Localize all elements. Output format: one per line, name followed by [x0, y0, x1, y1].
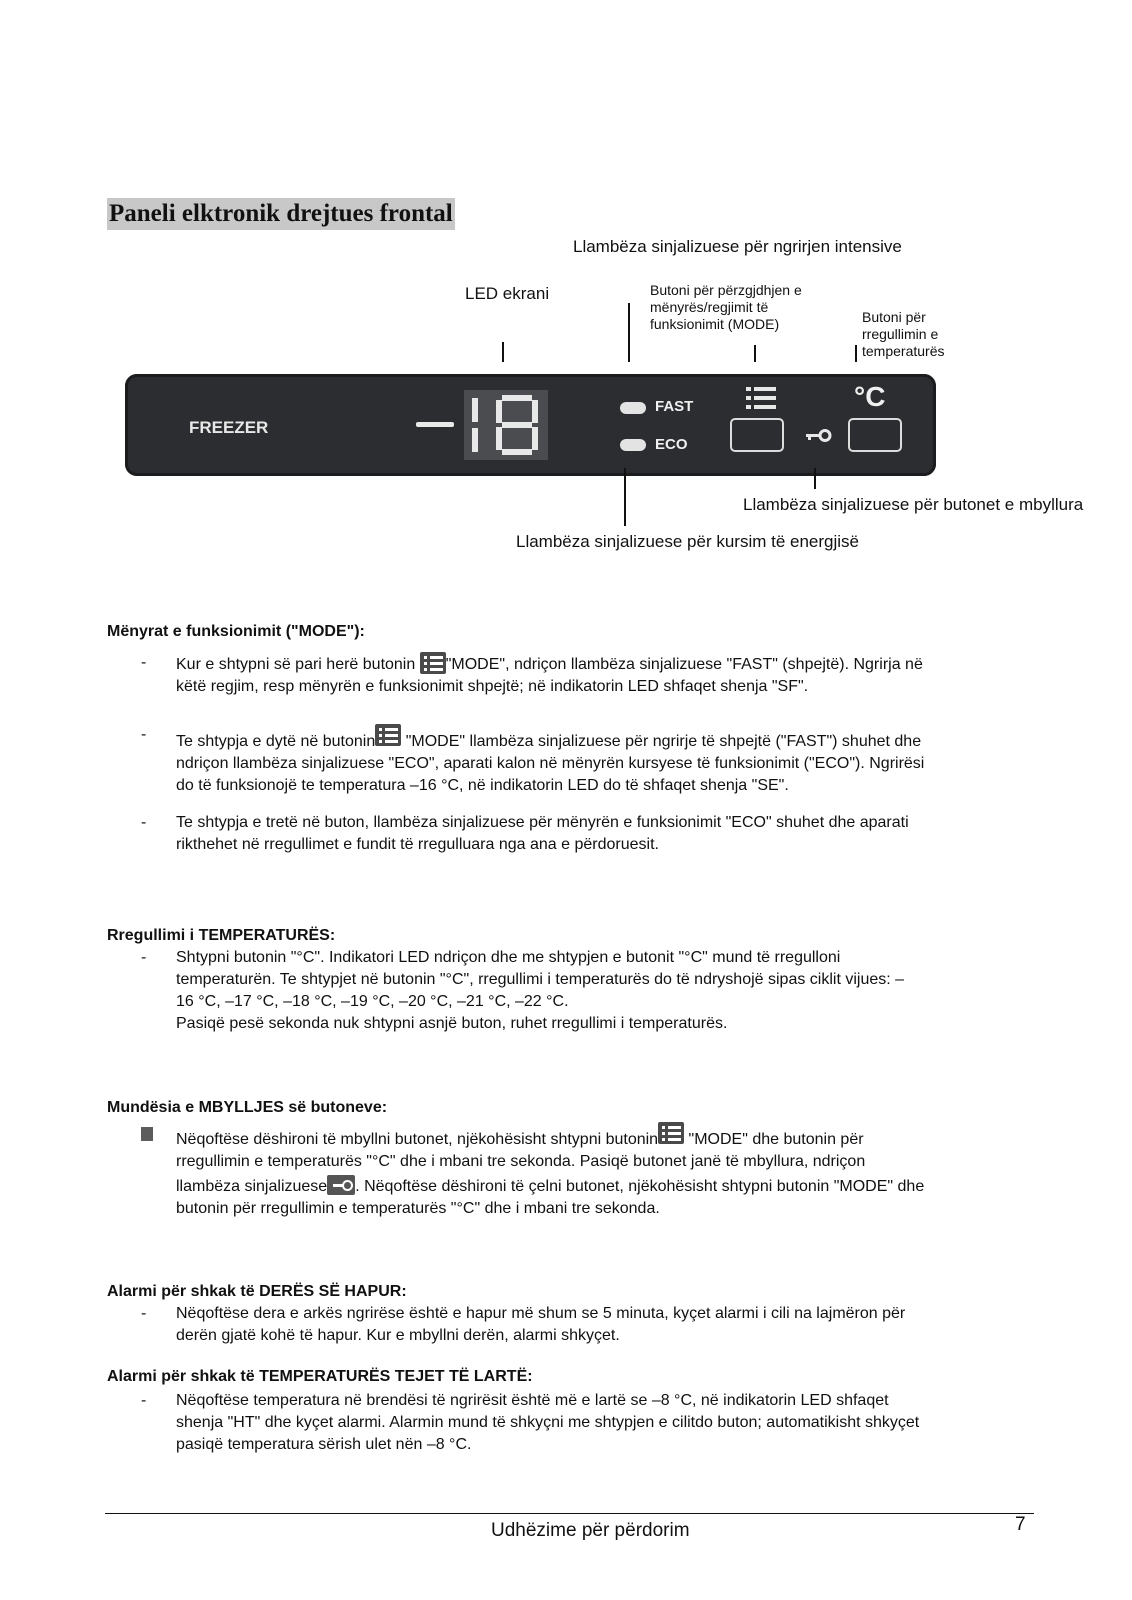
- text-line: pasiqë temperatura sërish ulet nën –8 °C.: [176, 1436, 472, 1453]
- bullet-square-icon: [141, 1127, 153, 1141]
- door-alarm-heading: Alarmi për shkak të DERËS SË HAPUR:: [107, 1283, 407, 1300]
- mode-button[interactable]: [730, 418, 784, 452]
- list-dash: -: [141, 949, 147, 966]
- temp-alarm-item: [176, 1390, 1076, 1456]
- celsius-label: °C: [854, 381, 886, 412]
- text-line: [176, 1122, 1076, 1151]
- key-lock-icon: [327, 1175, 355, 1195]
- callout-temp-button: [862, 309, 944, 360]
- key-lock-icon: [805, 428, 833, 444]
- text-line: Pasiqë pesë sekonda nuk shtypni asnjë buton, ruhet rregullimi i temperaturës.: [176, 1015, 728, 1032]
- text-line: ndriçon llambëza sinjalizuese "ECO", aparati kalon në mënyrën kursyese të funksionimit ("ECO"). Ngrirësi: [176, 755, 925, 772]
- text-line: Nëqoftëse temperatura në brendësi të ngrirësit është më e lartë se –8 °C, në indikatorin LED shfaqet: [176, 1392, 889, 1409]
- led-digits-icon: [464, 390, 548, 460]
- leader-line: [624, 468, 626, 526]
- list-dash: -: [141, 814, 147, 831]
- callout-lock-lamp: Llambëza sinjalizuese për butonet e mbyllura: [743, 495, 1084, 514]
- text-line: butonin për rregullimin e temperaturës "°C" dhe i mbani tre sekonda.: [176, 1200, 660, 1217]
- leader-line: [628, 303, 630, 362]
- list-dash: -: [141, 1392, 147, 1409]
- callout-temp-line: rregullimin e: [862, 326, 939, 342]
- text-line: Nëqoftëse dera e arkës ngrirëse është e hapur më shum se 5 minuta, kyçet alarmi i cili na lajmëron për: [176, 1305, 906, 1322]
- list-dash: -: [141, 654, 147, 671]
- text-span: "MODE" dhe butonin për: [688, 1131, 864, 1148]
- fast-label: FAST: [655, 398, 694, 415]
- list-dash: -: [141, 726, 147, 743]
- lock-item: [176, 1122, 1076, 1220]
- text-line: Te shtypja e tretë në buton, llambëza sinjalizuese për mënyrën e funksionimit "ECO" shuhet dhe aparati: [176, 814, 909, 831]
- door-alarm-item: [176, 1303, 1076, 1347]
- text-span: "MODE", ndriçon llambëza sinjalizuese "FAST" (shpejtë). Ngrirja në: [445, 656, 923, 673]
- text-line: rregullimin e temperaturës "°C" dhe i mbani tre sekonda. Pasiqë butonet janë të mbyllura, ndriçon: [176, 1153, 866, 1170]
- list-dash: -: [141, 1305, 147, 1322]
- temperature-item: [176, 947, 1076, 1035]
- footer-text: Udhëzime për përdorim: [491, 1520, 690, 1541]
- callout-mode-line: mënyrës/regjimit të: [650, 299, 769, 315]
- leader-line: [502, 342, 504, 362]
- text-line: Shtypni butonin "°C". Indikatori LED ndriçon dhe me shtypjen e butonit "°C" mund të rregulloni: [176, 949, 841, 966]
- text-line: do të funksionojë te temperatura –16 °C, në indikatorin LED do të shfaqet shenja "SE".: [176, 777, 789, 794]
- mode-list-icon: [744, 385, 778, 411]
- freezer-label: FREEZER: [189, 418, 269, 437]
- callout-led-screen: LED ekrani: [465, 284, 550, 303]
- text-line: këtë regjim, resp mënyrën e funksionimit shpejtë; në indikatorin LED shfaqet shenja "SF".: [176, 678, 809, 695]
- leader-line: [754, 345, 756, 362]
- modes-item-2: [176, 724, 1076, 797]
- text-line: [176, 724, 1076, 753]
- page-number: 7: [1015, 1514, 1026, 1535]
- leader-line: [855, 345, 857, 362]
- mode-list-icon: [658, 1122, 684, 1144]
- text-line: 16 °C, –17 °C, –18 °C, –19 °C, –20 °C, –21 °C, –22 °C.: [176, 993, 569, 1010]
- led-display: [464, 390, 548, 460]
- mode-list-icon: [420, 652, 446, 674]
- text-line: derën gjatë kohë të hapur. Kur e mbyllni derën, alarmi shkyçet.: [176, 1327, 620, 1344]
- footer-divider: [105, 1513, 1034, 1514]
- text-line: temperaturën. Te shtypjet në butonin "°C", rregullimi i temperaturës do të ndryshojë sipas ciklit vijues: –: [176, 971, 905, 988]
- callout-mode-line: Butoni për përzgjdhjen e: [650, 282, 802, 298]
- fast-indicator-lamp: [620, 402, 646, 414]
- text-span: Nëqoftëse dëshironi të mbyllni butonet, njëkohësisht shtypni butonin: [176, 1131, 659, 1148]
- text-span: Kur e shtypni së pari herë butonin: [176, 656, 416, 673]
- callout-mode-line: funksionimit (MODE): [650, 316, 780, 332]
- callout-temp-line: Butoni për: [862, 309, 926, 325]
- text-line: rikthehet në rregullimet e fundit të rregulluara nga ana e përdoruesit.: [176, 836, 659, 853]
- lock-heading: Mundësia e MBYLLJES së butoneve:: [107, 1099, 388, 1116]
- leader-line: [814, 468, 816, 489]
- callout-temp-line: temperaturës: [862, 343, 945, 359]
- modes-item-3: [176, 812, 1076, 856]
- eco-indicator-lamp: [620, 439, 646, 451]
- callout-energy-lamp: Llambëza sinjalizuese për kursim të energjisë: [516, 532, 859, 551]
- text-span: "MODE" llambëza sinjalizuese për ngrirje të shpejtë ("FAST") shuhet dhe: [405, 733, 922, 750]
- display-dash: [416, 422, 454, 427]
- text-line: [176, 1175, 1076, 1198]
- modes-heading: Mënyrat e funksionimit ("MODE"):: [107, 623, 365, 640]
- text-line: [176, 652, 1076, 676]
- temp-alarm-heading: Alarmi për shkak të TEMPERATURËS TEJET TË LARTË:: [107, 1368, 533, 1385]
- temperature-heading: Rregullimi i TEMPERATURËS:: [107, 927, 336, 944]
- modes-item-1: [176, 652, 1076, 698]
- text-span: . Nëqoftëse dëshironi të çelni butonet, njëkohësisht shtypni butonin "MODE" dhe: [355, 1178, 925, 1195]
- page-title: Paneli elktronik drejtues frontal: [107, 198, 455, 230]
- callout-intensive-freeze-lamp: Llambëza sinjalizuese për ngrirjen intensive: [573, 237, 902, 256]
- text-span: llambëza sinjalizuese: [176, 1178, 328, 1195]
- text-line: shenja "HT" dhe kyçet alarmi. Alarmin mund të shkyçni me shtypjen e cilitdo buton; automatikisht shkyçet: [176, 1414, 920, 1431]
- text-span: Te shtypja e dytë në butonin: [176, 733, 376, 750]
- mode-list-icon: [375, 724, 401, 746]
- eco-label: ECO: [655, 436, 688, 453]
- callout-mode-button: [650, 282, 802, 333]
- temperature-button[interactable]: [848, 418, 902, 452]
